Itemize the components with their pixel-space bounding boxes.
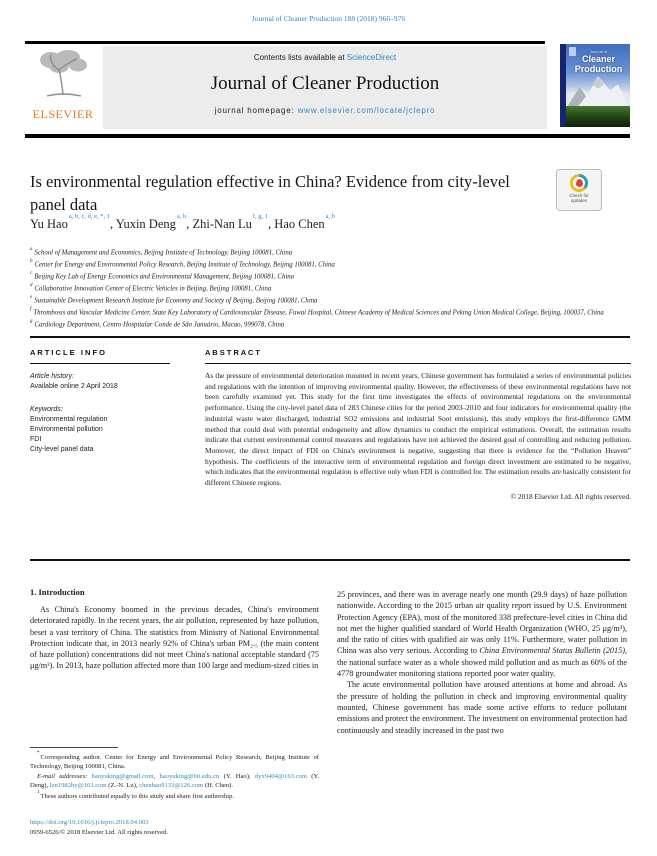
- equal-contribution-footnote: $^1$These authors contributed equally to this study and share first authorship.: [37, 790, 235, 801]
- italic-bulletin-reference: China Environmental Status Bulletin (2015): [479, 646, 625, 656]
- elsevier-wordmark: ELSEVIER: [32, 107, 94, 121]
- email-link[interactable]: chenhao9133@126.com: [139, 782, 204, 790]
- homepage-label: journal homepage:: [214, 106, 298, 115]
- crossmark-icon: [570, 174, 588, 192]
- email-link[interactable]: dyx9404@163.com: [254, 772, 307, 780]
- contents-line-text: Contents lists available at: [253, 53, 347, 62]
- copyright-line: © 2018 Elsevier Ltd. All rights reserved.: [510, 491, 631, 501]
- author: Yu Hao$^{a, b, c, d, e, *, 1}$: [30, 212, 110, 231]
- sciencedirect-link[interactable]: ScienceDirect: [346, 53, 397, 62]
- elsevier-tree-icon: [32, 49, 94, 101]
- cover-title: [568, 49, 629, 74]
- author-affiliation-sup: a, b: [325, 212, 336, 220]
- article-info-section: [30, 348, 185, 455]
- affiliation-list: [30, 246, 632, 330]
- doi-link[interactable]: https://doi.org/10.1016/j.jclepro.2018.04.003: [30, 819, 149, 826]
- homepage-line: [103, 106, 547, 115]
- author: Zhi-Nan Lu$^{f, g, 1}$: [192, 212, 269, 231]
- body-column-left: [30, 604, 319, 745]
- divider: [30, 336, 630, 338]
- author-affiliation-sup: a, b: [176, 212, 187, 220]
- cover-journal-of: Journal of: [589, 49, 608, 54]
- footnote-separator: [30, 747, 118, 748]
- cover-mountain-art: [566, 74, 630, 109]
- divider: [30, 559, 630, 561]
- affiliation: $^c$ Beijing Key Lab of Energy Economics and Environmental Management, Beijing 100081, China: [30, 271, 295, 281]
- body-column-right: [337, 589, 627, 841]
- check-badge-label: Check for updates: [569, 193, 589, 204]
- contents-line: [103, 53, 547, 62]
- intro-paragraph-1: As China's Economy boomed in the previous decades, China's environment deteriorated rapidly. In the recent years, the air pollution, represented by haze pollution, beset a vast territory of China. The statistics from Ministry of National Environmental Protection indicate that, in 2013 nearly 92% of China's urban PM₂.₅ (the main content of haze pollution) concentrations did not meet China's national acceptable standard (75 μg/m³). In 2013, haze pollution affected more than 100 large and medium-sized cities in: [30, 605, 319, 671]
- intro-paragraph-1-continued: 25 provinces, and there was in average nearly one month (29.9 days) of haze pollution nationwide. According to the 2015 urban air quality report issued by U.S. Environment Protection Agency (EPA), most of the monitored 338 prefecture-level cities in China did not met the higher qualified standard of World Health Organization (WHO, 25 μg/m³), and the ratio of cities with qualified air was only 11%. Furthermore, water pollution in China was also very serious. According to China Environmental Status Bulletin (2015), the national surface water as a whole showed mild pollution and as much as 60% of the 4778 groundwater monitoring stations reported poor water quality.: [337, 590, 627, 679]
- available-online-date: Available online 2 April 2018: [30, 383, 118, 390]
- check-for-updates-badge[interactable]: [556, 169, 602, 211]
- email-link[interactable]: haoyuking@gmail.com: [91, 772, 154, 780]
- cover-spine-stripe: [560, 44, 566, 127]
- affiliation: $^d$ Collaborative Innovation Center of Electric Vehicles in Beijing, Beijing 100081, China: [30, 283, 272, 293]
- article-title: Is environmental regulation effective in China? Evidence from city-level panel data: [30, 172, 510, 214]
- keyword: Environmental pollution: [30, 426, 103, 433]
- affiliation: $^g$ Cardiology Department, Centro Hospitalar Conde de São Januário, Macao, 999078, China: [30, 319, 285, 329]
- article-info-heading: A R T I C L E I N F O: [30, 348, 106, 357]
- affiliation: $^b$ Center for Energy and Environmental Policy Research, Beijing Institute of Technology, Beijing 100081, China: [30, 259, 335, 269]
- author: Yuxin Deng$^{a, b}$: [115, 212, 187, 231]
- abstract-heading: A B S T R A C T: [205, 348, 260, 357]
- author-affiliation-sup: f, g, 1: [252, 212, 269, 220]
- affiliation: $^a$ School of Management and Economics, Beijing Institute of Technology, Beijing 100081, China: [30, 247, 293, 257]
- journal-title: Journal of Cleaner Production: [210, 73, 440, 94]
- intro-paragraph-2: The acute environmental pollution have aroused attentions at home and abroad. As the pressure of holding the pollution in check and improving environmental quality mounted, Chinese government has made some active efforts to reduce pollutant emissions and protect the environment. The investment on environmental protection had continuously and steadily increased in the past two: [337, 680, 627, 735]
- issn-copyright-line: 0959-6526/© 2018 Elsevier Ltd. All rights reserved.: [30, 829, 168, 836]
- header-top-rule: [25, 41, 545, 44]
- header-bottom-rule: [25, 134, 630, 138]
- abstract-text: As the pressure of environmental deterioration mounted in recent years, Chinese government has formulated a series of environmental policies and regulations with the intention of improving environmental quality. However, the effectiveness of these environmental regulations have not been carefully examined yet. This study for the first time investigates the effects of environmental regulations on the environmental performance. Using the city-level panel data of 283 Chinese cities for the period 2003–2010 and four indicators for environmental quality (the industrial waste water discharged, industrial SO2 emissions and industrial Soot emissions), this study employs the first-difference GMM method that could deal with potential endogeneity and allow dynamics to conduct the empirical estimations. Overall, the estimation results indicate that current environmental control measures and regulations have not achieved the desired goal of controlling and reducing pollution. Moreover, the direct impact of FDI on China's environment is negative, suggesting that there is evidence for the “Pollution Heaven” hypothesis. The coefficients of the interactive term of environmental regulation and foreign direct investment are estimated to be negative, which indicates that the environmental regulation is effective only when FDI is controlled for. The estimation results are basically consistent for different Chinese regions.: [205, 371, 631, 488]
- footnotes: [30, 751, 319, 802]
- running-head-citation: Journal of Cleaner Production 188 (2018) 966–976: [251, 14, 406, 23]
- keyword: City-level panel data: [30, 446, 94, 453]
- cover-title-line2: Production: [574, 63, 623, 74]
- keyword: Environmental regulation: [30, 416, 108, 423]
- affiliation: $^e$ Sustainable Development Research Institute for Economy and Society of Beijing, Beijing 100081, China: [30, 295, 318, 305]
- email-link[interactable]: lzn1982hy@163.com: [49, 782, 107, 790]
- author-list: Yu Hao$^{a, b, c, d, e, *, 1}$, Yuxin Deng$^{a, b}$, Zhi-Nan Lu$^{f, g, 1}$, Hao Chen$^{a, b}$: [30, 212, 336, 231]
- email-link[interactable]: haoyuking@bit.edu.cn: [159, 772, 220, 780]
- affiliation: $^f$ Thrombosis and Vascular Medicine Center, State Key Laboratory of Cardiovascular Disease, Fuwai Hospital, Chinese Academy of Medical Sciences and Peking Union Medical College, Beijing, 100037, China: [30, 307, 604, 317]
- keywords-label: Keywords:: [30, 406, 63, 413]
- email-addresses-footnote: E-mail addresses: haoyuking@gmail.com, haoyuking@bit.edu.cn (Y. Hao), dyx9404@163.com (Y. Deng), lzn1982hy@163.com (Z.-N. Lu), chenhao9133@126.com (H. Chen).: [30, 772, 320, 790]
- doi-issn-block: [30, 818, 168, 838]
- author-affiliation-sup: a, b, c, d, e, *, 1: [68, 212, 110, 220]
- cover-title-line1: Cleaner: [581, 54, 616, 64]
- journal-cover-thumbnail[interactable]: [560, 44, 630, 127]
- author: Hao Chen$^{a, b}$: [274, 212, 336, 231]
- keyword: FDI: [30, 436, 42, 443]
- journal-header-banner: [103, 46, 547, 129]
- journal-homepage-link[interactable]: www.elsevier.com/locate/jclepro: [297, 106, 436, 115]
- divider: [30, 363, 170, 364]
- email-label: E-mail addresses:: [37, 772, 88, 780]
- elsevier-logo[interactable]: [25, 49, 101, 129]
- article-history-label: Article history:: [30, 373, 74, 380]
- section-heading-introduction: 1. Introduction: [30, 587, 85, 597]
- abstract-section: [205, 348, 631, 501]
- divider: [205, 363, 631, 364]
- cover-forest-art: [566, 106, 630, 127]
- corresponding-author-footnote: *Corresponding author. Center for Energy and Environmental Policy Research, Beijing Institute of Technology, Beijing 100081, China.: [30, 751, 319, 771]
